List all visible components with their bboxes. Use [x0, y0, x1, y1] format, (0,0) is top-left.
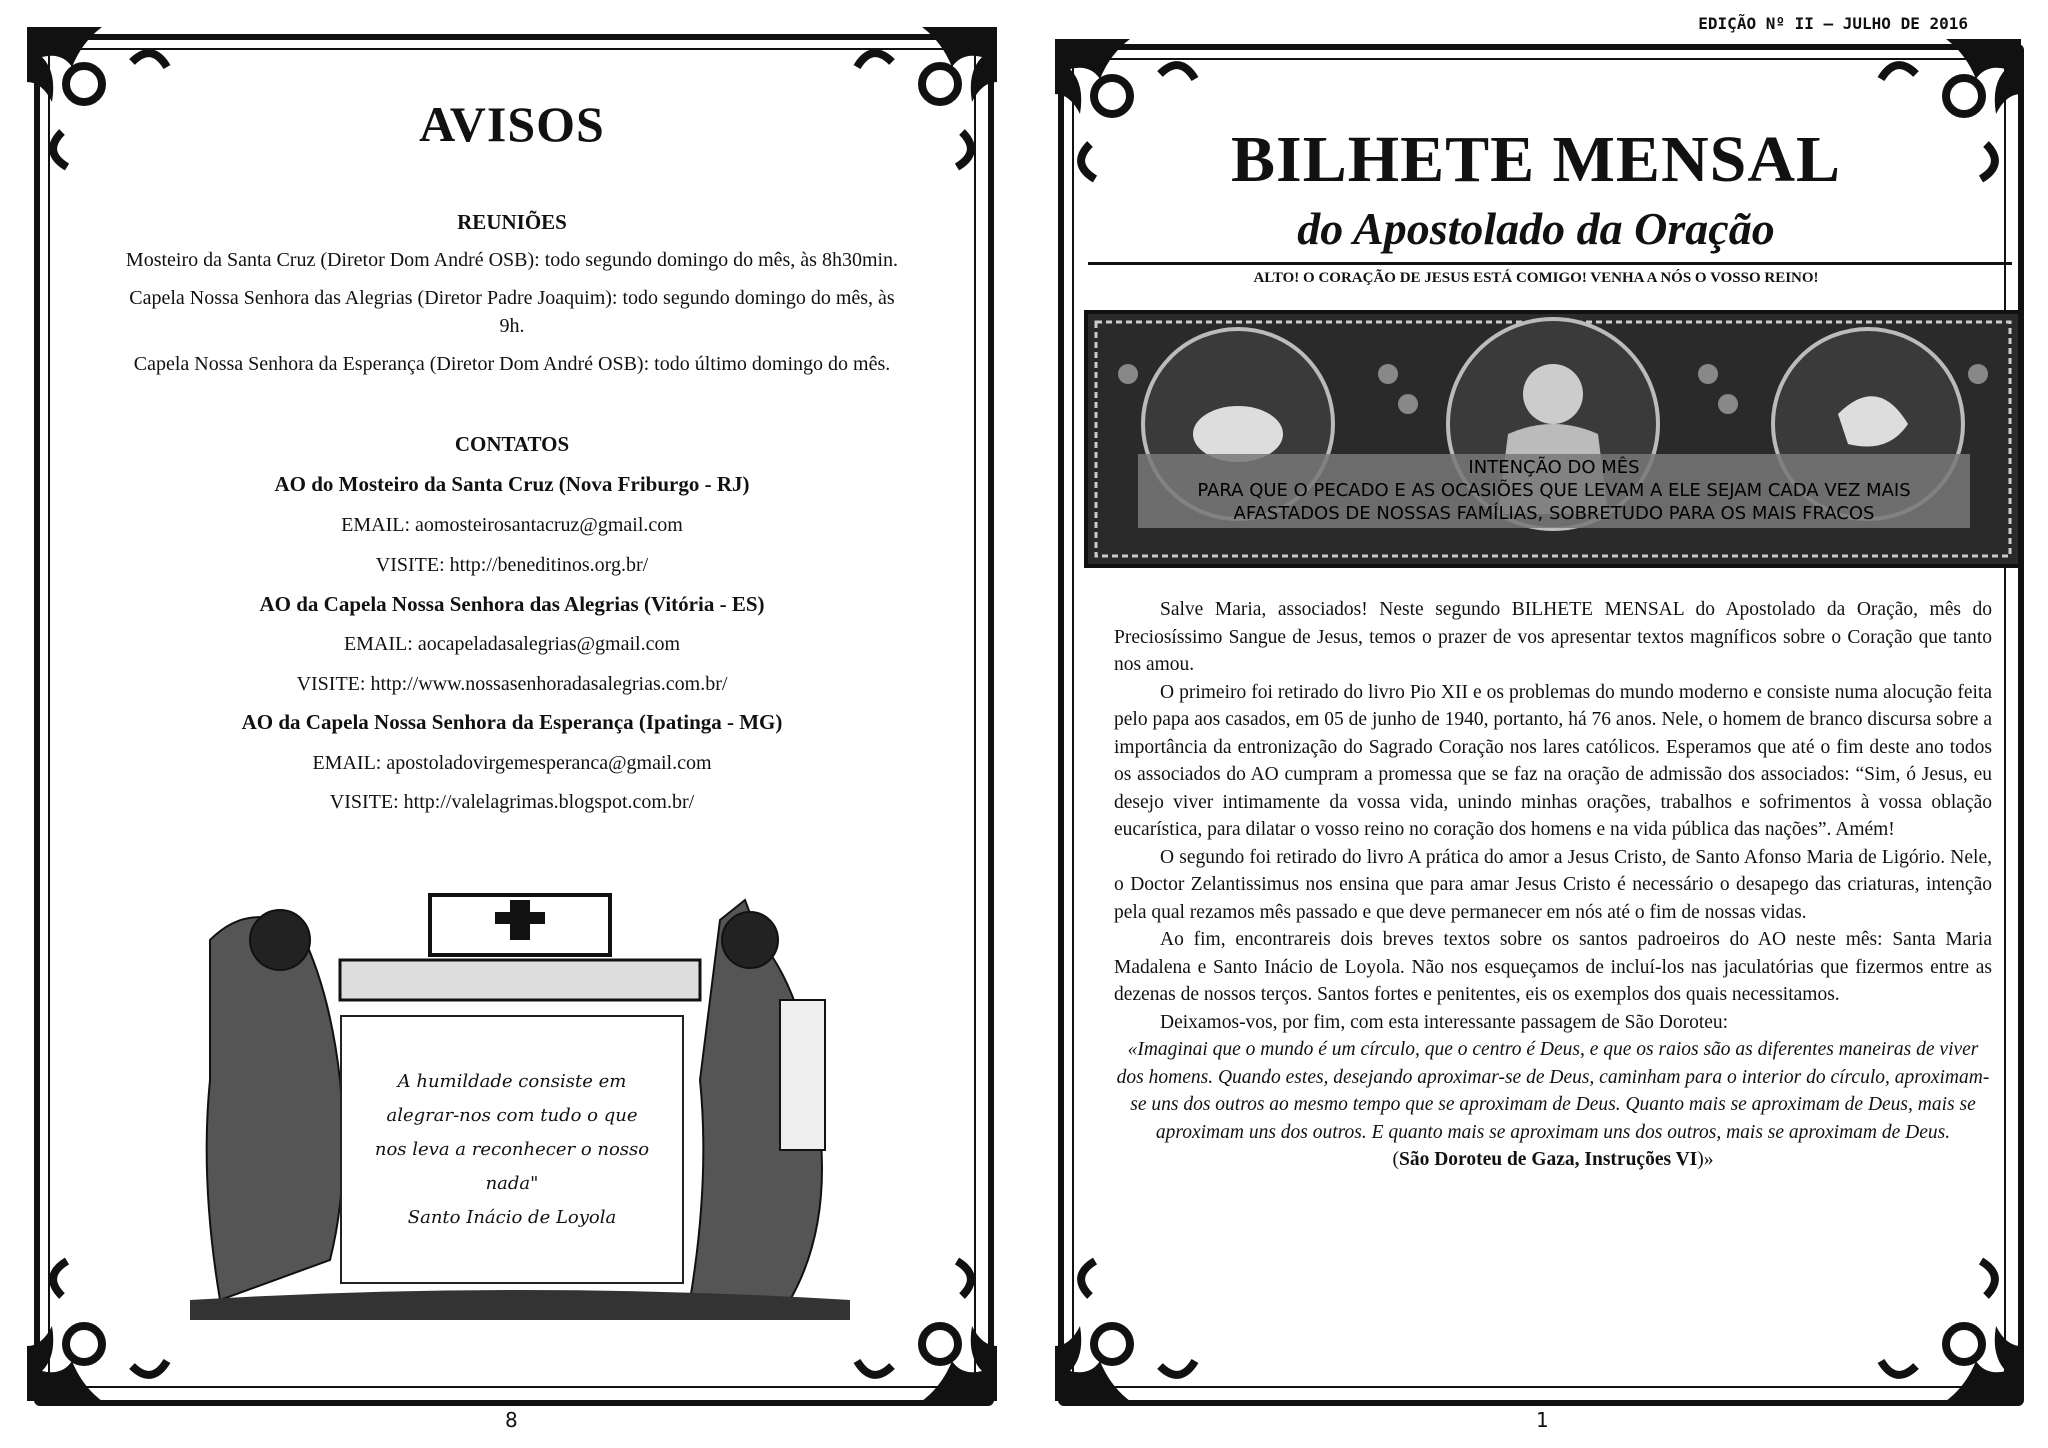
corner-ornament-icon: [852, 1256, 1002, 1406]
paragraph: Salve Maria, associados! Neste segundo BILHETE MENSAL do Apostolado da Oração, mês do Preciosíssimo Sangue de Jesus, temos o prazer de vos apresentar textos magníficos sobre o Coração que tanto nos amou.: [1114, 599, 1992, 675]
tagline: ALTO! O CORAÇÃO DE JESUS ESTÁ COMIGO! VENHA A NÓS O VOSSO REINO!: [1253, 270, 1819, 286]
paragraph: O segundo foi retirado do livro A prática do amor a Jesus Cristo, de Santo Afonso Maria de Ligório. Nele, o Doctor Zelantissimus nos ensina que para amar Jesus Cristo é necessário o desapego das criaturas, intenção pela qual rezamos mês passado e que deve permanecer em nós até o fim de nossas vidas.: [1114, 846, 1992, 923]
meeting-line: Mosteiro da Santa Cruz (Diretor Dom André OSB): todo segundo domingo do mês, às 8h30min.: [125, 249, 899, 271]
page-number: 8: [505, 1408, 518, 1432]
meeting-line: 9h.: [499, 315, 525, 337]
corner-ornament-icon: [1050, 1256, 1200, 1406]
intention-line: PARA QUE O PECADO E AS OCASIÕES QUE LEVAM A ELE SEJAM CADA VEZ MAIS: [1197, 480, 1911, 501]
contact-website[interactable]: VISITE: http://beneditinos.org.br/: [375, 554, 649, 576]
letter-body: [1114, 596, 1992, 1174]
intention-line: AFASTADOS DE NOSSAS FAMÍLIAS, SOBRETUDO PARA OS MAIS FRACOS: [1233, 503, 1875, 524]
humility-quote-box: [340, 1015, 684, 1284]
page-title: AVISOS: [419, 96, 605, 152]
corner-ornament-icon: [22, 1256, 172, 1406]
quote-line: nada": [485, 1172, 539, 1194]
quote-line: nos leva a reconhecer o nosso: [374, 1138, 650, 1160]
contact-website[interactable]: VISITE: http://www.nossasenhoradasalegrias.com.br/: [296, 673, 728, 695]
edition-label: EDIÇÃO Nº II — JULHO DE 2016: [1698, 14, 1968, 33]
paragraph: Deixamos-vos, por fim, com esta interessante passagem de São Doroteu:: [1160, 1011, 1729, 1033]
right-page: [1024, 0, 2048, 1448]
title-rule: [1088, 262, 2012, 265]
paragraph: O primeiro foi retirado do livro Pio XII e os problemas do mundo moderno e consiste numa alocução feita pelo papa aos casados, em 05 de junho de 1940, portanto, há 76 anos. Nele, o homem de branco discursa sobre a importância da entronização do Sagrado Coração nos lares católicos. Esperamos que até o fim deste ano todos os associados do AO cumpram a promessa que se faz na oração de admissão dos associados: “Sim, ó Jesus, eu desejo viver intimamente da vossa vida, unindo minhas orações, trabalhos e sofrimentos à vossa oblação eucarística, para dilatar o vosso reino no coração dos homens e na vida pública das nações”. Amém!: [1114, 681, 1992, 840]
monthly-intention-panel: [1138, 454, 1970, 528]
contact-email[interactable]: EMAIL: aomosteirosantacruz@gmail.com: [341, 514, 683, 536]
quote-line: alegrar-nos com tudo o que: [386, 1104, 638, 1126]
page-number: 1: [1536, 1408, 1549, 1432]
reunioes-heading: REUNIÕES: [457, 210, 567, 234]
quote-line: A humildade consiste em: [397, 1070, 627, 1092]
meeting-line: Capela Nossa Senhora da Esperança (Diretor Dom André OSB): todo último domingo do mês.: [133, 353, 891, 375]
contact-website[interactable]: VISITE: http://valelagrimas.blogspot.com.br/: [329, 791, 695, 813]
meeting-line: Capela Nossa Senhora das Alegrias (Diretor Padre Joaquim): todo segundo domingo do mês, às: [129, 287, 895, 309]
contact-name: AO da Capela Nossa Senhora da Esperança (Ipatinga - MG): [241, 710, 783, 734]
quote-source-name: São Doroteu de Gaza, Instruções VI: [1398, 1149, 1698, 1170]
corner-ornament-icon: [1876, 1256, 2026, 1406]
bulletin-subtitle: do Apostolado da Oração: [1297, 203, 1775, 254]
doroteu-quote: «Imaginai que o mundo é um círculo, que o centro é Deus, e que os raios são as diferentes maneiras de viver dos homens. Quando estes, desejando aproximar-se de Deus, caminham para o interior do círculo, aproximam-se uns dos outros ao mesmo tempo que se aproximam de Deus. Quanto mais se aproximam de Deus, mais se aproximam uns dos outros. E quanto mais se aproximam uns dos outros, mais se aproximam de Deus.: [1116, 1039, 1990, 1143]
contact-name: AO do Mosteiro da Santa Cruz (Nova Friburgo - RJ): [274, 472, 750, 496]
paragraph: Ao fim, encontrareis dois breves textos sobre os santos padroeiros do AO neste mês: Santa Maria Madalena e Santo Inácio de Loyola. Não nos esqueçamos de incluí-los nas jaculatórias que fizermos entre as dezenas de nossos terços. Santos fortes e penitentes, eis os exemplos dos quais necessitamos.: [1114, 929, 1992, 1005]
contact-name: AO da Capela Nossa Senhora das Alegrias (Vitória - ES): [259, 592, 765, 616]
contact-email[interactable]: EMAIL: aocapeladasalegrias@gmail.com: [343, 633, 681, 655]
contatos-heading: CONTATOS: [454, 432, 570, 456]
intention-heading: INTENÇÃO DO MÊS: [1468, 457, 1640, 478]
bulletin-title: BILHETE MENSAL: [1231, 123, 1841, 196]
sacred-heart-banner: [1084, 310, 2022, 568]
contact-email[interactable]: EMAIL: apostoladovirgemesperanca@gmail.com: [312, 752, 712, 774]
quote-author: Santo Inácio de Loyola: [407, 1206, 617, 1228]
quote-source: (São Doroteu de Gaza, Instruções VI)»: [1392, 1149, 1714, 1170]
